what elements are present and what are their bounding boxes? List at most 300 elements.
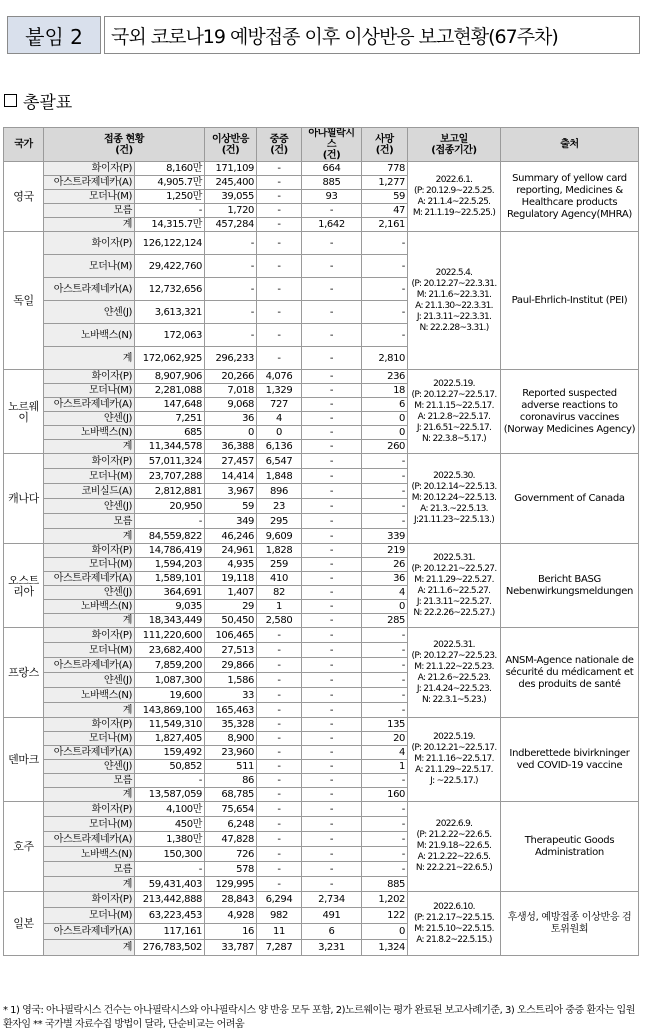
doses-cell: 18,343,449 [135, 614, 205, 628]
anaphylaxis-cell: 885 [302, 176, 362, 190]
col-header-report-date-text: 보고일 (접종기간) [431, 133, 477, 156]
anaphylaxis-cell: 1,642 [302, 218, 362, 232]
anaphylaxis-cell: - [302, 255, 362, 278]
anaphylaxis-cell: 3,231 [302, 940, 362, 956]
adverse-events-cell: 36,388 [205, 440, 257, 454]
serious-cell: - [257, 643, 302, 658]
col-header-death-text: 사망 (건) [375, 133, 394, 156]
death-cell: 59 [362, 190, 408, 204]
vaccine-cell: 계 [44, 614, 135, 628]
vaccine-cell: 계 [44, 440, 135, 454]
doses-cell: 20,950 [135, 499, 205, 514]
doses-cell: 19,600 [135, 688, 205, 703]
adverse-events-cell: 349 [205, 514, 257, 529]
adverse-events-cell: 1,407 [205, 586, 257, 600]
serious-cell: 1,828 [257, 544, 302, 558]
doses-cell: 1,594,203 [135, 558, 205, 572]
serious-cell: - [257, 862, 302, 877]
vaccine-cell: 모더나(M) [44, 558, 135, 572]
vaccine-cell: 아스트라제네카(A) [44, 278, 135, 301]
vaccine-cell: 아스트라제네카(A) [44, 658, 135, 673]
vaccine-cell: 화이자(P) [44, 162, 135, 176]
death-cell: - [362, 232, 408, 255]
serious-cell: - [257, 218, 302, 232]
death-cell: 778 [362, 162, 408, 176]
anaphylaxis-cell: 2,734 [302, 892, 362, 908]
country-cell: 일본 [4, 892, 44, 956]
serious-cell: - [257, 162, 302, 176]
anaphylaxis-cell: - [302, 718, 362, 732]
serious-cell: 6,136 [257, 440, 302, 454]
death-cell: 4 [362, 746, 408, 760]
death-cell: - [362, 817, 408, 832]
attachment-badge [7, 16, 101, 54]
source-cell: Indberettede bivirkninger ved COVID-19 vaccine [501, 718, 639, 802]
anaphylaxis-cell: - [302, 732, 362, 746]
report-date-cell: 2022.5.31. (P: 20.12.27~22.5.23. M: 21.1.22~22.5.23. A: 21.2.6~22.5.23. J: 21.4.24~22.5.23. N: 22.3.1~5.23.) [408, 628, 501, 718]
doses-cell: 159,492 [135, 746, 205, 760]
vaccine-cell: 화이자(P) [44, 718, 135, 732]
vaccine-cell: 노바백스(N) [44, 847, 135, 862]
doses-cell: 172,062,925 [135, 347, 205, 370]
doses-cell: 117,161 [135, 924, 205, 940]
death-cell: - [362, 484, 408, 499]
adverse-events-cell: 29,866 [205, 658, 257, 673]
table-body [4, 162, 639, 956]
doses-cell: 8,907,906 [135, 370, 205, 384]
death-cell: 36 [362, 572, 408, 586]
doses-cell: 84,559,822 [135, 529, 205, 544]
doses-cell: 364,691 [135, 586, 205, 600]
doses-cell: 13,587,059 [135, 788, 205, 802]
serious-cell: - [257, 718, 302, 732]
anaphylaxis-cell: - [302, 614, 362, 628]
doses-cell: 29,422,760 [135, 255, 205, 278]
vaccine-cell: 화이자(P) [44, 370, 135, 384]
table-row [4, 544, 639, 558]
doses-cell: 276,783,502 [135, 940, 205, 956]
serious-cell: - [257, 832, 302, 847]
adverse-events-cell: 106,465 [205, 628, 257, 643]
vaccine-cell: 아스트라제네카(A) [44, 832, 135, 847]
doses-cell: 1,087,300 [135, 673, 205, 688]
serious-cell: - [257, 877, 302, 892]
adverse-events-cell: 23,960 [205, 746, 257, 760]
vaccine-cell: 아스트라제네카(A) [44, 572, 135, 586]
adverse-events-cell: 296,233 [205, 347, 257, 370]
death-cell: 135 [362, 718, 408, 732]
serious-cell: 6,294 [257, 892, 302, 908]
adverse-events-cell: 0 [205, 426, 257, 440]
anaphylaxis-cell: - [302, 673, 362, 688]
anaphylaxis-cell: - [302, 746, 362, 760]
country-cell: 덴마크 [4, 718, 44, 802]
vaccine-cell: 화이자(P) [44, 454, 135, 469]
death-cell: 122 [362, 908, 408, 924]
doses-cell: 63,223,453 [135, 908, 205, 924]
doses-cell: 12,732,656 [135, 278, 205, 301]
col-header-anaphylaxis [302, 128, 362, 162]
document-title-text: 국외 코로나19 예방접종 이후 이상반응 보고현황(67주차) [111, 25, 558, 48]
serious-cell: - [257, 788, 302, 802]
adverse-events-cell: 59 [205, 499, 257, 514]
doses-cell: 14,315.7만 [135, 218, 205, 232]
anaphylaxis-cell: - [302, 384, 362, 398]
doses-cell: 1,827,405 [135, 732, 205, 746]
adverse-events-cell: 50,450 [205, 614, 257, 628]
anaphylaxis-cell: - [302, 514, 362, 529]
doses-cell: - [135, 862, 205, 877]
death-cell: 0 [362, 924, 408, 940]
serious-cell: - [257, 628, 302, 643]
serious-cell: - [257, 324, 302, 347]
country-cell: 독일 [4, 232, 44, 370]
vaccine-cell: 계 [44, 703, 135, 718]
vaccine-cell: 모더나(M) [44, 469, 135, 484]
report-date-cell: 2022.5.4. (P: 20.12.27~22.3.31. M: 21.1.6~22.3.31. A: 21.1.30~22.3.31. J: 21.3.11~22.3.31. N: 22.2.28~3.31.) [408, 232, 501, 370]
serious-cell: - [257, 658, 302, 673]
doses-cell: 9,035 [135, 600, 205, 614]
vaccine-cell: 모더나(M) [44, 190, 135, 204]
anaphylaxis-cell: - [302, 802, 362, 817]
adverse-events-cell: 4,935 [205, 558, 257, 572]
vaccine-cell: 모름 [44, 862, 135, 877]
vaccine-cell: 화이자(P) [44, 802, 135, 817]
serious-cell: 727 [257, 398, 302, 412]
death-cell: 1,202 [362, 892, 408, 908]
anaphylaxis-cell: - [302, 440, 362, 454]
anaphylaxis-cell: - [302, 774, 362, 788]
anaphylaxis-cell: - [302, 862, 362, 877]
death-cell: 0 [362, 426, 408, 440]
anaphylaxis-cell: - [302, 484, 362, 499]
vaccine-cell: 얀센(J) [44, 499, 135, 514]
doses-cell: 2,281,088 [135, 384, 205, 398]
vaccine-cell: 계 [44, 788, 135, 802]
vaccine-cell: 모더나(M) [44, 384, 135, 398]
doses-cell: 14,786,419 [135, 544, 205, 558]
doses-cell: 1,589,101 [135, 572, 205, 586]
death-cell: 260 [362, 440, 408, 454]
adverse-events-cell: 578 [205, 862, 257, 877]
death-cell: - [362, 514, 408, 529]
anaphylaxis-cell: - [302, 529, 362, 544]
serious-cell: - [257, 176, 302, 190]
anaphylaxis-cell: - [302, 278, 362, 301]
death-cell: - [362, 847, 408, 862]
doses-cell: 11,344,578 [135, 440, 205, 454]
doses-cell: 213,442,888 [135, 892, 205, 908]
serious-cell: - [257, 347, 302, 370]
serious-cell: - [257, 301, 302, 324]
serious-cell: 9,609 [257, 529, 302, 544]
serious-cell: 295 [257, 514, 302, 529]
anaphylaxis-cell: - [302, 301, 362, 324]
report-date-cell: 2022.5.19. (P: 20.12.21~22.5.17. M: 21.1.16~22.5.17. A: 21.1.29~22.5.17. J: ~22.5.17.) [408, 718, 501, 802]
vaccine-cell: 아스트라제네카(A) [44, 176, 135, 190]
death-cell: 339 [362, 529, 408, 544]
vaccine-cell: 화이자(P) [44, 544, 135, 558]
doses-cell: 126,122,124 [135, 232, 205, 255]
doses-cell: 23,682,400 [135, 643, 205, 658]
doses-cell: 1,250만 [135, 190, 205, 204]
serious-cell: - [257, 817, 302, 832]
adverse-events-cell: 3,967 [205, 484, 257, 499]
serious-cell: 82 [257, 586, 302, 600]
serious-cell: - [257, 774, 302, 788]
table-row [4, 454, 639, 469]
death-cell: - [362, 802, 408, 817]
doses-cell: 1,380만 [135, 832, 205, 847]
table-row [4, 232, 639, 255]
serious-cell: 1,848 [257, 469, 302, 484]
death-cell: - [362, 499, 408, 514]
adverse-events-cell: 7,018 [205, 384, 257, 398]
adverse-events-cell: 165,463 [205, 703, 257, 718]
death-cell: 1,324 [362, 940, 408, 956]
anaphylaxis-cell: - [302, 558, 362, 572]
anaphylaxis-cell: - [302, 817, 362, 832]
report-date-cell: 2022.5.30. (P: 20.12.14~22.5.13. M: 20.12.24~22.5.13. A: 21.3.~22.5.13. J:21.11.23~22.5.13.) [408, 454, 501, 544]
adverse-events-cell: 4,928 [205, 908, 257, 924]
anaphylaxis-cell: - [302, 370, 362, 384]
adverse-events-cell: 9,068 [205, 398, 257, 412]
adverse-events-cell: 171,109 [205, 162, 257, 176]
vaccine-cell: 얀센(J) [44, 301, 135, 324]
serious-cell: - [257, 802, 302, 817]
anaphylaxis-cell: - [302, 426, 362, 440]
vaccine-cell: 노바백스(N) [44, 426, 135, 440]
vaccine-cell: 모름 [44, 204, 135, 218]
death-cell: 26 [362, 558, 408, 572]
col-header-adverse-events [205, 128, 257, 162]
death-cell: - [362, 688, 408, 703]
adverse-events-cell: 14,414 [205, 469, 257, 484]
country-cell: 프랑스 [4, 628, 44, 718]
doses-cell: 7,251 [135, 412, 205, 426]
doses-cell: 150,300 [135, 847, 205, 862]
death-cell: 18 [362, 384, 408, 398]
report-date-cell: 2022.6.1. (P: 20.12.9~22.5.25. A: 21.1.4~22.5.25. M: 21.1.19~22.5.25.) [408, 162, 501, 232]
adverse-events-cell: 28,843 [205, 892, 257, 908]
source-cell: Bericht BASG Nebenwirkungsmeldungen [501, 544, 639, 628]
report-date-cell: 2022.5.19. (P: 20.12.27~22.5.17. M: 21.1.15~22.5.17. A: 21.2.8~22.5.17. J: 21.6.51~22.5.17. N: 22.3.8~5.17.) [408, 370, 501, 454]
country-cell: 캐나다 [4, 454, 44, 544]
adverse-events-cell: 1,586 [205, 673, 257, 688]
vaccine-cell: 계 [44, 347, 135, 370]
vaccine-cell: 모더나(M) [44, 817, 135, 832]
death-cell: 20 [362, 732, 408, 746]
death-cell: 1,277 [362, 176, 408, 190]
serious-cell: 4 [257, 412, 302, 426]
death-cell: 1 [362, 760, 408, 774]
doses-cell: 143,869,100 [135, 703, 205, 718]
adverse-events-cell: 129,995 [205, 877, 257, 892]
col-header-adverse-events-text: 이상반응 (건) [211, 133, 250, 156]
vaccine-cell: 모더나(M) [44, 908, 135, 924]
attachment-label: 붙임 2 [25, 24, 83, 49]
adverse-events-cell: 19,118 [205, 572, 257, 586]
vaccine-cell: 얀센(J) [44, 673, 135, 688]
anaphylaxis-cell: - [302, 324, 362, 347]
vaccine-cell: 얀센(J) [44, 412, 135, 426]
checkbox-square-icon [4, 94, 17, 107]
adverse-events-cell: 457,284 [205, 218, 257, 232]
adverse-events-cell: 27,513 [205, 643, 257, 658]
death-cell: - [362, 643, 408, 658]
doses-cell: 2,812,881 [135, 484, 205, 499]
death-cell: - [362, 324, 408, 347]
adverse-events-cell: 47,828 [205, 832, 257, 847]
country-cell: 영국 [4, 162, 44, 232]
anaphylaxis-cell: - [302, 469, 362, 484]
death-cell: 2,161 [362, 218, 408, 232]
anaphylaxis-cell: - [302, 347, 362, 370]
death-cell: 4 [362, 586, 408, 600]
vaccine-cell: 화이자(P) [44, 628, 135, 643]
death-cell: - [362, 673, 408, 688]
vaccine-cell: 모더나(M) [44, 732, 135, 746]
death-cell: - [362, 832, 408, 847]
serious-cell: - [257, 760, 302, 774]
serious-cell: - [257, 673, 302, 688]
death-cell: 160 [362, 788, 408, 802]
col-header-report-date [408, 128, 501, 162]
summary-table [3, 127, 639, 956]
adverse-events-cell: 86 [205, 774, 257, 788]
table-header-row [4, 128, 639, 162]
col-header-death [362, 128, 408, 162]
serious-cell: 7,287 [257, 940, 302, 956]
anaphylaxis-cell: 491 [302, 908, 362, 924]
vaccine-cell: 계 [44, 877, 135, 892]
anaphylaxis-cell: 664 [302, 162, 362, 176]
serious-cell: - [257, 732, 302, 746]
adverse-events-cell: 75,654 [205, 802, 257, 817]
source-cell: Paul-Ehrlich-Institut (PEI) [501, 232, 639, 370]
serious-cell: 2,580 [257, 614, 302, 628]
adverse-events-cell: 6,248 [205, 817, 257, 832]
anaphylaxis-cell: - [302, 643, 362, 658]
serious-cell: 410 [257, 572, 302, 586]
adverse-events-cell: 1,720 [205, 204, 257, 218]
anaphylaxis-cell: - [302, 412, 362, 426]
country-cell: 호주 [4, 802, 44, 892]
serious-cell: 1,329 [257, 384, 302, 398]
adverse-events-cell: 36 [205, 412, 257, 426]
adverse-events-cell: 511 [205, 760, 257, 774]
anaphylaxis-cell: - [302, 658, 362, 673]
report-date-cell: 2022.6.9. (P: 21.2.22~22.6.5. M: 21.9.18~22.6.5. A: 21.2.22~22.6.5. N: 22.2.21~22.6.5.) [408, 802, 501, 892]
doses-cell: 57,011,324 [135, 454, 205, 469]
death-cell: - [362, 658, 408, 673]
serious-cell: 4,076 [257, 370, 302, 384]
source-cell: ANSM-Agence nationale de sécurité du médicament et des produits de santé [501, 628, 639, 718]
serious-cell: - [257, 204, 302, 218]
adverse-events-cell: 33,787 [205, 940, 257, 956]
adverse-events-cell: - [205, 324, 257, 347]
serious-cell: 6,547 [257, 454, 302, 469]
serious-cell: 0 [257, 426, 302, 440]
adverse-events-cell: 8,900 [205, 732, 257, 746]
death-cell: 2,810 [362, 347, 408, 370]
vaccine-cell: 아스트라제네카(A) [44, 924, 135, 940]
doses-cell: 4,905.7만 [135, 176, 205, 190]
vaccine-cell: 화이자(P) [44, 232, 135, 255]
serious-cell: 259 [257, 558, 302, 572]
col-header-doses-text: 접종 현황 (건) [103, 133, 145, 156]
death-cell: 285 [362, 614, 408, 628]
anaphylaxis-cell: - [302, 454, 362, 469]
death-cell: - [362, 774, 408, 788]
anaphylaxis-cell: - [302, 832, 362, 847]
vaccine-cell: 아스트라제네카(A) [44, 746, 135, 760]
anaphylaxis-cell: - [302, 586, 362, 600]
doses-cell: 7,859,200 [135, 658, 205, 673]
anaphylaxis-cell: - [302, 760, 362, 774]
anaphylaxis-cell: - [302, 877, 362, 892]
death-cell: - [362, 278, 408, 301]
death-cell: 0 [362, 412, 408, 426]
serious-cell: 23 [257, 499, 302, 514]
doses-cell: 59,431,403 [135, 877, 205, 892]
country-cell: 노르웨이 [4, 370, 44, 454]
doses-cell: 685 [135, 426, 205, 440]
death-cell: - [362, 628, 408, 643]
vaccine-cell: 모름 [44, 514, 135, 529]
anaphylaxis-cell: - [302, 703, 362, 718]
col-header-serious [257, 128, 302, 162]
col-header-doses [44, 128, 205, 162]
vaccine-cell: 얀센(J) [44, 760, 135, 774]
doses-cell: 111,220,600 [135, 628, 205, 643]
doses-cell: 3,613,321 [135, 301, 205, 324]
doses-cell: - [135, 514, 205, 529]
doses-cell: 50,852 [135, 760, 205, 774]
death-cell: 219 [362, 544, 408, 558]
serious-cell: - [257, 746, 302, 760]
death-cell: - [362, 703, 408, 718]
vaccine-cell: 계 [44, 218, 135, 232]
vaccine-cell: 아스트라제네카(A) [44, 398, 135, 412]
anaphylaxis-cell: - [302, 600, 362, 614]
anaphylaxis-cell: - [302, 572, 362, 586]
country-cell: 오스트리아 [4, 544, 44, 628]
source-cell: Government of Canada [501, 454, 639, 544]
serious-cell: - [257, 847, 302, 862]
adverse-events-cell: 68,785 [205, 788, 257, 802]
source-cell: 후생성, 예방접종 이상반응 검토위원회 [501, 892, 639, 956]
anaphylaxis-cell: - [302, 628, 362, 643]
adverse-events-cell: - [205, 255, 257, 278]
vaccine-cell: 계 [44, 940, 135, 956]
death-cell: - [362, 255, 408, 278]
serious-cell: - [257, 703, 302, 718]
serious-cell: 11 [257, 924, 302, 940]
vaccine-cell: 모름 [44, 774, 135, 788]
section-heading-text: 총괄표 [23, 93, 73, 113]
serious-cell: - [257, 232, 302, 255]
col-header-serious-text: 중증 (건) [269, 133, 289, 156]
death-cell: 885 [362, 877, 408, 892]
death-cell: 47 [362, 204, 408, 218]
doses-cell: - [135, 204, 205, 218]
death-cell: - [362, 469, 408, 484]
anaphylaxis-cell: - [302, 847, 362, 862]
death-cell: - [362, 301, 408, 324]
anaphylaxis-cell: - [302, 232, 362, 255]
doses-cell: 11,549,310 [135, 718, 205, 732]
